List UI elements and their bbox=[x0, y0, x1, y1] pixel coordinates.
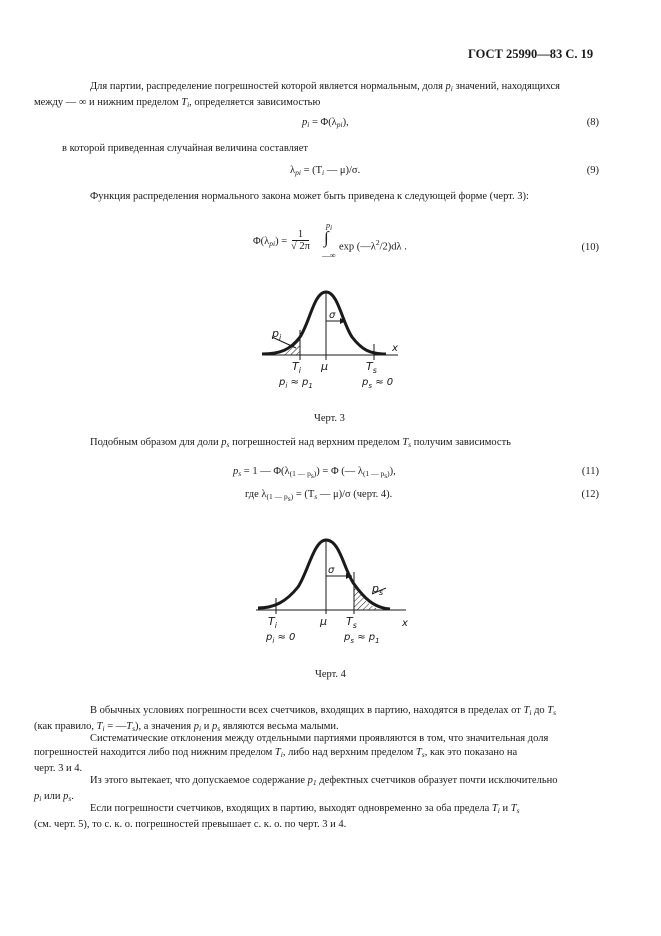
equation-10-lhs: $\Phi(\lambda_{pi})$ = bbox=[253, 236, 288, 248]
equation-11: $p_s = 1$ — $\Phi(\lambda_{(1 — p_s)}) = \Phi$ (— $\lambda_{(1 — p_s)}$), bbox=[233, 466, 396, 480]
label-ts: $T_s$ bbox=[366, 360, 377, 375]
equation-11-number: (11) bbox=[581, 466, 599, 477]
figure-3 bbox=[250, 282, 410, 392]
paragraph-7: Из этого вытекает, что допускаемое содержание $p_1$ дефектных счетчиков образует почти исключительно $p_i$ или $p_s$. bbox=[34, 775, 558, 803]
equation-10-fraction bbox=[291, 229, 310, 252]
fraction-numerator: 1 bbox=[292, 229, 309, 241]
page-header: ГОСТ 25990—83 С. 19 bbox=[468, 47, 594, 61]
equation-12-number: (12) bbox=[581, 489, 599, 500]
figure-3-caption: Черт. 3 bbox=[314, 413, 345, 424]
label-sigma: σ bbox=[328, 565, 335, 576]
label-x: x bbox=[392, 343, 398, 354]
label-x: x bbox=[402, 618, 408, 629]
equation-8: $p_i = \Phi(\lambda_{pi})$, bbox=[302, 117, 349, 129]
paragraph-5: В обычных условиях погрешности всех счетчиков, входящих в партию, находятся в пределах от $T_i$ до $T_s$ (как правило, $T_i$ = $—T_s$), а значения $p_i$ и $p_s$ являются весьма малыми. bbox=[34, 705, 557, 733]
paragraph-3: Функция распределения нормального закона может быть приведена к следующей форме (черт. 3): bbox=[90, 191, 529, 202]
label-ts: $T_s$ bbox=[346, 615, 357, 630]
integral-sign: ∫ bbox=[324, 228, 329, 247]
paragraph-4: Подобным образом для доли $p_s$ погрешностей над верхним пределом $T_s$ получим зависимость bbox=[90, 437, 511, 449]
label-left: $p_i \approx p_1$ bbox=[279, 377, 313, 390]
label-ps: $p_s$ bbox=[372, 582, 384, 597]
fraction-denominator: √ 2π bbox=[291, 241, 310, 252]
equation-10-number: (10) bbox=[581, 242, 599, 253]
label-mu: μ bbox=[321, 360, 328, 373]
integral-upper-limit: $p_i$ bbox=[326, 221, 333, 232]
paragraph-2: в которой приведенная случайная величина составляет bbox=[62, 143, 308, 154]
label-left: $p_i \approx 0$ bbox=[266, 632, 296, 645]
equation-9: $\lambda_{pi} = (T_i$ — μ)/σ. bbox=[290, 165, 361, 177]
label-pi: $p_i$ bbox=[272, 327, 282, 342]
paragraph-8: Если погрешности счетчиков, входящих в партию, выходят одновременно за оба предела $T_i$ и $T_s$ (см. черт. 5), то с. к. о. погрешностей превышает с. к. о. по черт. 3 и 4. bbox=[34, 803, 520, 830]
label-right: $p_s \approx p_1$ bbox=[344, 632, 380, 645]
equation-9-number: (9) bbox=[586, 165, 599, 176]
label-ti: $T_i$ bbox=[292, 360, 301, 375]
equation-8-number: (8) bbox=[586, 117, 599, 128]
label-right: $p_s \approx 0$ bbox=[362, 377, 394, 390]
paragraph-6: Систематические отклонения между отдельными партиями проявляются в том, что значительная доля погрешностей находится либо под нижним пределом $T_i$, либо над верхним пределом $T_s$, как это показано на черт. 3 и 4. bbox=[34, 733, 549, 774]
figure-4 bbox=[248, 532, 418, 647]
label-ti: $T_i$ bbox=[268, 615, 277, 630]
gauss-curve bbox=[258, 540, 390, 609]
integral-lower-limit: —∞ bbox=[322, 251, 336, 260]
figure-4-caption: Черт. 4 bbox=[315, 669, 346, 680]
equation-12: где $\lambda_{(1 — p_s)} = (T_s$ — μ)/σ (черт. 4). bbox=[245, 489, 393, 503]
label-sigma: σ bbox=[329, 310, 336, 321]
label-mu: μ bbox=[320, 615, 327, 628]
integral-body: $\exp (—\lambda^2/2)d\lambda$ . bbox=[339, 238, 407, 253]
gauss-curve bbox=[262, 292, 386, 354]
paragraph-1: Для партии, распределение погрешностей которой является нормальным, доля $p_i$ значений, находящихся между — ∞ и нижним пределом $T_i$, определяется зависимостью bbox=[34, 81, 560, 109]
